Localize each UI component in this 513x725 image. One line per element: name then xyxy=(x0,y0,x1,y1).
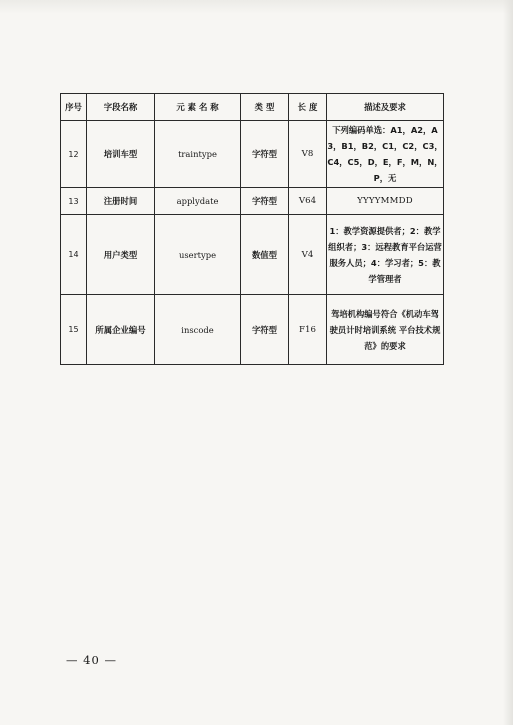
table-row xyxy=(61,188,444,215)
cell-seq: 13 xyxy=(61,188,87,215)
cell-description: 下列编码单选：A1，A2，A3，B1，B2，C1，C2，C3，C4，C5，D，E，F，M，N，P，无 xyxy=(327,121,444,188)
page-number: — 40 — xyxy=(66,653,117,667)
cell-element-name: usertype xyxy=(155,215,241,295)
header-description: 描述及要求 xyxy=(327,94,444,121)
cell-type: 字符型 xyxy=(241,295,289,365)
cell-seq: 12 xyxy=(61,121,87,188)
table-row xyxy=(61,215,444,295)
page-right-edge xyxy=(503,0,513,725)
header-element-name: 元 素 名 称 xyxy=(155,94,241,121)
header-seq: 序号 xyxy=(61,94,87,121)
cell-type: 字符型 xyxy=(241,188,289,215)
header-field-name: 字段名称 xyxy=(87,94,155,121)
table-row xyxy=(61,295,444,365)
cell-type: 数值型 xyxy=(241,215,289,295)
table-row xyxy=(61,121,444,188)
cell-field-name: 用户类型 xyxy=(87,215,155,295)
cell-type: 字符型 xyxy=(241,121,289,188)
cell-description: YYYYMMDD xyxy=(327,188,444,215)
cell-field-name: 培训车型 xyxy=(87,121,155,188)
cell-description: 1：教学资源提供者；2：教学组织者；3：远程教育平台运营服务人员；4：学习者；5：教学管理者 xyxy=(327,215,444,295)
cell-element-name: applydate xyxy=(155,188,241,215)
cell-field-name: 所属企业编号 xyxy=(87,295,155,365)
cell-description: 驾培机构编号符合《机动车驾驶员计时培训系统 平台技术规范》的要求 xyxy=(327,295,444,365)
cell-length: V8 xyxy=(289,121,327,188)
cell-seq: 15 xyxy=(61,295,87,365)
header-length: 长 度 xyxy=(289,94,327,121)
cell-length: F16 xyxy=(289,295,327,365)
cell-element-name: traintype xyxy=(155,121,241,188)
cell-length: V64 xyxy=(289,188,327,215)
table-header-row xyxy=(61,94,444,121)
cell-seq: 14 xyxy=(61,215,87,295)
page-top-edge xyxy=(0,0,513,14)
field-spec-table xyxy=(60,93,444,365)
cell-field-name: 注册时间 xyxy=(87,188,155,215)
header-type: 类 型 xyxy=(241,94,289,121)
cell-element-name: inscode xyxy=(155,295,241,365)
cell-length: V4 xyxy=(289,215,327,295)
